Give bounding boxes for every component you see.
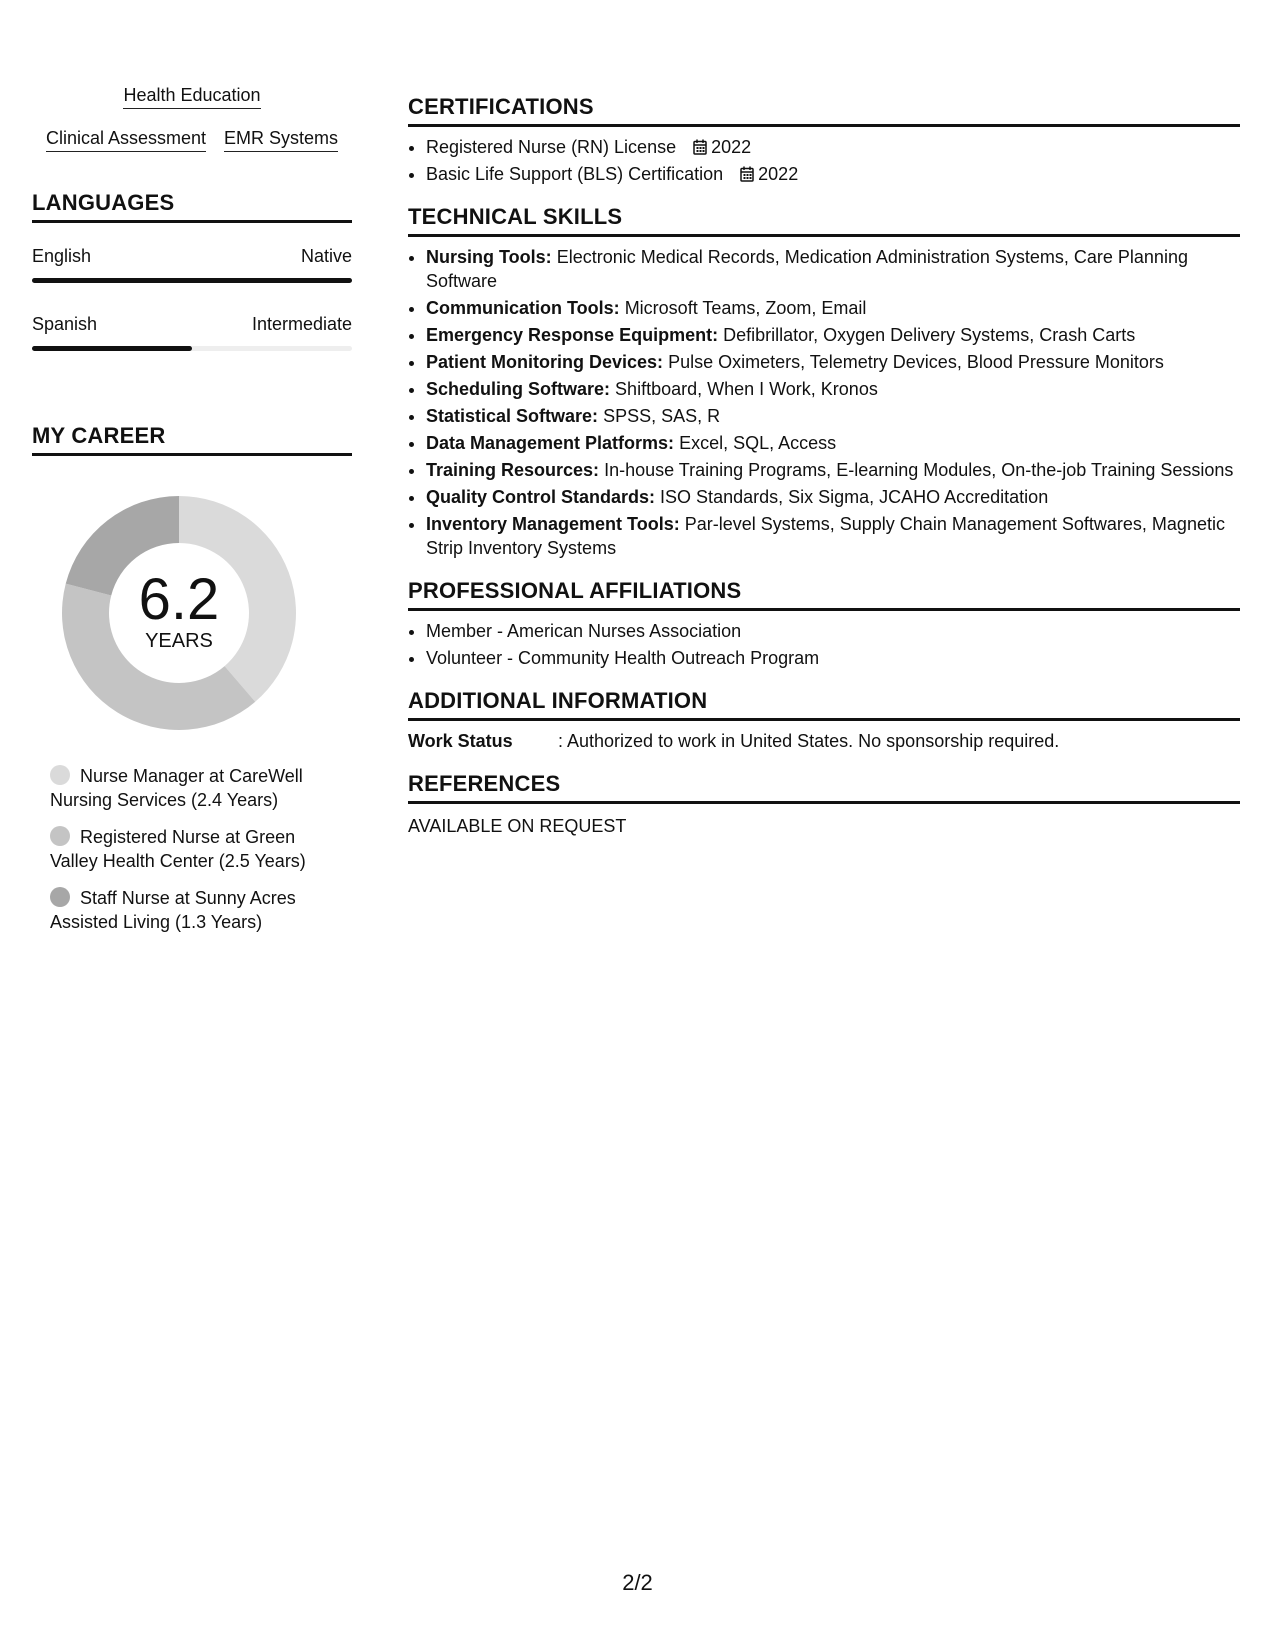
skill-value: Pulse Oximeters, Telemetry Devices, Blood Pressure Monitors	[668, 352, 1164, 372]
career-legend	[50, 764, 340, 934]
skill-label: Statistical Software:	[426, 406, 599, 426]
left-column	[32, 84, 352, 947]
skill-value: Excel, SQL, Access	[679, 433, 837, 453]
skill-value: ISO Standards, Six Sigma, JCAHO Accreditation	[660, 487, 1049, 507]
skill-item	[426, 512, 1240, 560]
skill-label: Data Management Platforms:	[426, 433, 675, 453]
skill-label: Communication Tools:	[426, 298, 620, 318]
skill-value: In-house Training Programs, E-learning Modules, On-the-job Training Sessions	[604, 460, 1234, 480]
languages-section	[32, 190, 352, 351]
skill-label: Nursing Tools:	[426, 247, 552, 267]
certification-name: Basic Life Support (BLS) Certification	[426, 164, 724, 184]
additional-info-title: ADDITIONAL INFORMATION	[408, 688, 708, 713]
skill-item	[426, 458, 1240, 482]
right-column	[408, 94, 1240, 856]
legend-dot-icon	[50, 765, 70, 785]
skill-value: Shiftboard, When I Work, Kronos	[615, 379, 878, 399]
section-divider	[408, 718, 1240, 721]
language-proficiency-bar	[32, 278, 352, 283]
skill-item	[426, 350, 1240, 374]
career-legend-item	[50, 764, 340, 812]
affiliation-item: • Volunteer - Community Health Outreach Program	[426, 646, 1240, 670]
skill-tag: Clinical Assessment	[46, 127, 206, 152]
skill-item	[426, 245, 1240, 293]
calendar-icon	[740, 166, 754, 182]
section-divider	[408, 234, 1240, 237]
donut-center	[54, 488, 304, 738]
skill-tag: EMR Systems	[224, 127, 338, 152]
technical-skills-title: TECHNICAL SKILLS	[408, 204, 623, 229]
certifications-section	[408, 94, 1240, 186]
skill-label: Quality Control Standards:	[426, 487, 656, 507]
skill-tag: Health Education	[123, 84, 260, 109]
languages-title: LANGUAGES	[32, 190, 175, 215]
skill-value: Par-level Systems, Supply Chain Management Softwares, Magnetic Strip Inventory Systems	[426, 514, 1225, 558]
skill-label: Training Resources:	[426, 460, 600, 480]
certification-item	[426, 162, 1240, 186]
references-section	[408, 771, 1240, 838]
certification-name: Registered Nurse (RN) License	[426, 137, 677, 157]
references-title: REFERENCES	[408, 771, 561, 796]
certification-year: 2022	[711, 137, 752, 157]
certification-item	[426, 135, 1240, 159]
affiliations-section	[408, 578, 1240, 670]
technical-skills-section	[408, 204, 1240, 560]
career-title: MY CAREER	[32, 423, 166, 448]
certification-year: 2022	[758, 164, 799, 184]
work-status-label: Work Status	[408, 731, 513, 751]
legend-dot-icon	[50, 887, 70, 907]
language-item	[32, 313, 352, 351]
skill-value: SPSS, SAS, R	[603, 406, 721, 426]
technical-skills-list	[408, 245, 1240, 560]
skills-tag-row	[32, 127, 352, 152]
skills-tag-row	[32, 84, 352, 109]
language-proficiency-bar	[32, 346, 352, 351]
language-proficiency-fill	[32, 346, 192, 351]
language-item	[32, 245, 352, 283]
skill-item	[426, 404, 1240, 428]
language-level: Native	[300, 246, 352, 266]
skill-item	[426, 377, 1240, 401]
section-divider	[32, 220, 352, 223]
career-section	[32, 423, 352, 934]
skill-value: Microsoft Teams, Zoom, Email	[624, 298, 867, 318]
work-status-value: : Authorized to work in United States. No sponsorship required.	[558, 731, 1060, 751]
work-status-row	[408, 729, 1240, 753]
skill-label: Patient Monitoring Devices:	[426, 352, 664, 372]
skill-item	[426, 323, 1240, 347]
section-divider	[408, 124, 1240, 127]
skill-item	[426, 296, 1240, 320]
career-total-value: 6.2	[138, 567, 220, 632]
affiliations-title: PROFESSIONAL AFFILIATIONS	[408, 578, 742, 603]
skill-label: Scheduling Software:	[426, 379, 611, 399]
skill-item	[426, 431, 1240, 455]
language-name: English	[32, 246, 92, 266]
career-total-unit: YEARS	[145, 630, 213, 652]
references-text: AVAILABLE ON REQUEST	[408, 816, 627, 836]
skills-tags	[32, 84, 352, 152]
additional-info-section	[408, 688, 1240, 753]
calendar-icon	[693, 139, 707, 155]
career-legend-label: Staff Nurse at Sunny Acres Assisted Living (1.3 Years)	[50, 888, 296, 932]
skill-value: Electronic Medical Records, Medication Administration Systems, Care Planning Software	[426, 247, 1188, 291]
legend-dot-icon	[50, 826, 70, 846]
language-level: Intermediate	[251, 314, 352, 334]
career-donut-chart	[54, 488, 304, 738]
certifications-list	[408, 135, 1240, 186]
career-legend-label: Registered Nurse at Green Valley Health Center (2.5 Years)	[50, 827, 306, 871]
career-legend-item	[50, 825, 340, 873]
skill-label: Emergency Response Equipment:	[426, 325, 719, 345]
career-legend-item	[50, 886, 340, 934]
language-proficiency-fill	[32, 278, 352, 283]
section-divider	[408, 801, 1240, 804]
skill-label: Inventory Management Tools:	[426, 514, 680, 534]
language-name: Spanish	[32, 314, 98, 334]
affiliation-item: • Member - American Nurses Association	[426, 619, 1240, 643]
skill-value: Defibrillator, Oxygen Delivery Systems, Crash Carts	[723, 325, 1136, 345]
affiliations-list	[408, 619, 1240, 670]
section-divider	[408, 608, 1240, 611]
skill-item	[426, 485, 1240, 509]
career-legend-label: Nurse Manager at CareWell Nursing Services (2.4 Years)	[50, 766, 303, 810]
certifications-title: CERTIFICATIONS	[408, 94, 594, 119]
page-number: 2/2	[622, 1570, 653, 1595]
section-divider	[32, 453, 352, 456]
